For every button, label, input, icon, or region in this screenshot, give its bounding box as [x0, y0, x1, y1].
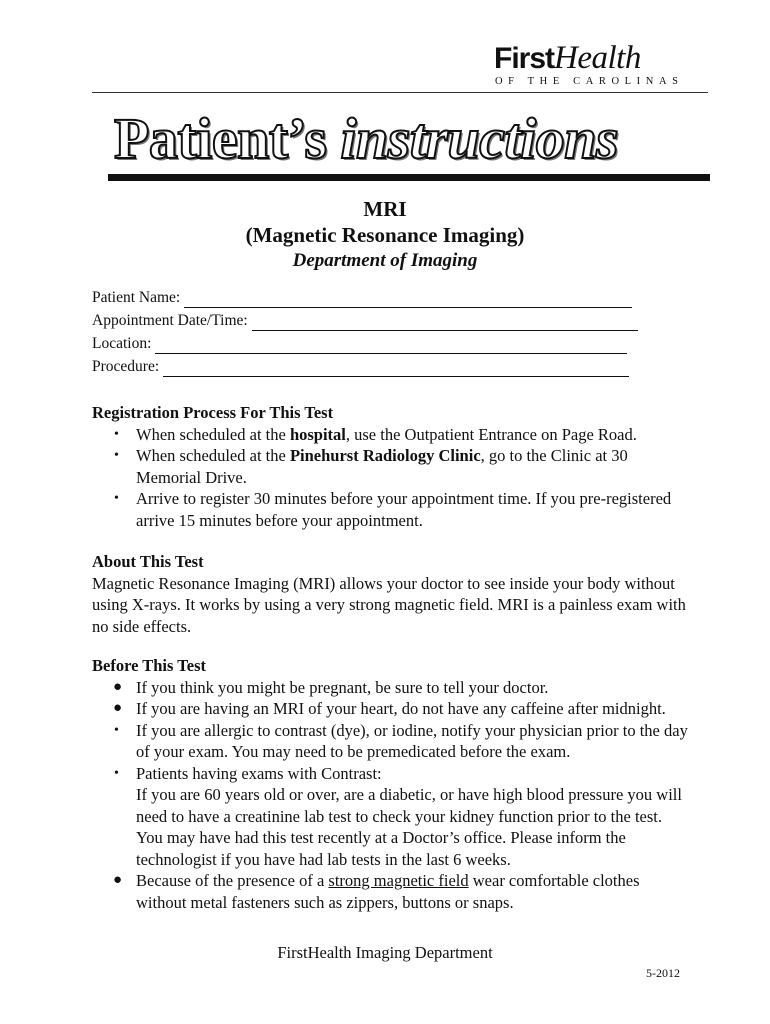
section-about	[92, 551, 692, 637]
before-item-2-text: If you are having an MRI of your heart, do not have any caffeine after midnight.	[136, 699, 666, 718]
before-item-3	[92, 720, 692, 763]
heading-department: Department of Imaging	[292, 250, 478, 271]
before-list	[92, 677, 692, 914]
field-appointment	[92, 311, 638, 331]
title-part-1: Patient’s	[114, 106, 327, 171]
heading-mri: MRI	[363, 197, 407, 221]
registration-item-3	[92, 488, 692, 531]
before-item-1	[92, 677, 692, 699]
registration-item-2-pre: When scheduled at the	[136, 446, 290, 465]
before-item-5-underline: strong magnetic field	[328, 871, 469, 890]
bullet-icon: •	[114, 491, 119, 506]
bullet-icon: ●	[113, 872, 123, 888]
before-item-4-head: Patients having exams with Contrast:	[136, 763, 382, 783]
registration-item-1-bold: hospital	[289, 424, 346, 444]
field-patient-name	[92, 288, 632, 308]
registration-item-2-bold: Pinehurst Radiology Clinic	[289, 446, 481, 465]
page-title	[114, 106, 618, 172]
about-heading: About This Test	[92, 552, 204, 571]
field-location-line	[155, 337, 627, 354]
footer-date-code: 5-2012	[646, 966, 680, 980]
section-before	[92, 655, 692, 913]
footer-department: FirstHealth Imaging Department	[277, 943, 493, 962]
field-patient-name-label: Patient Name:	[92, 289, 181, 306]
title-underline	[108, 174, 710, 181]
bullet-icon: •	[114, 426, 119, 442]
logo-wordmark	[494, 40, 664, 77]
field-appointment-label: Appointment Date/Time:	[92, 312, 248, 329]
field-location	[92, 334, 627, 354]
header-divider	[92, 92, 708, 93]
field-patient-name-line	[184, 291, 632, 308]
logo-health: Health	[554, 40, 641, 76]
logo-subtitle: OF THE CAROLINAS	[495, 76, 684, 87]
before-item-5-post: wear comfortable clothes without metal fasteners such as zippers, buttons or snaps.	[136, 871, 640, 912]
bullet-icon: •	[114, 448, 119, 463]
registration-heading: Registration Process For This Test	[92, 403, 334, 422]
before-heading: Before This Test	[92, 656, 206, 675]
before-item-3-text: If you are allergic to contrast (dye), or iodine, notify your physician prior to the day of your exam. You may need to be premedicated before the exam.	[136, 720, 688, 761]
registration-item-1-post: , use the Outpatient Entrance on Page Road.	[345, 424, 637, 444]
before-item-4	[92, 763, 692, 871]
title-part-2: instructions	[340, 106, 619, 171]
field-procedure-line	[163, 360, 629, 377]
field-procedure-label: Procedure:	[92, 358, 160, 375]
registration-item-2	[92, 445, 692, 488]
before-item-2	[92, 698, 692, 720]
registration-item-1-pre: When scheduled at the	[136, 424, 290, 444]
section-registration	[92, 402, 692, 531]
registration-item-3-text: Arrive to register 30 minutes before your appointment time. If you pre-registered arrive 15 minutes before your appointment.	[136, 489, 672, 530]
registration-item-2-post: , go to the Clinic at 30 Memorial Drive.	[136, 446, 628, 487]
heading-full-name: (Magnetic Resonance Imaging)	[245, 223, 525, 247]
before-item-4-body: If you are 60 years old or over, are a diabetic, or have high blood pressure you will need to have a creatinine lab test to check your kidney function prior to the test. You may have had this test recently at a Doctor’s office. Please inform the technologist if you have had lab tests in the last 6 weeks.	[136, 785, 682, 869]
logo-first: First	[494, 42, 555, 75]
field-location-label: Location:	[92, 335, 152, 352]
registration-item-1	[92, 424, 692, 446]
bullet-icon: ●	[113, 678, 123, 695]
field-appointment-line	[252, 314, 638, 331]
firsthealth-logo	[494, 40, 684, 87]
field-procedure	[92, 357, 629, 377]
bullet-icon: •	[114, 722, 119, 738]
about-text: Magnetic Resonance Imaging (MRI) allows your doctor to see inside your body without using X-rays. It works by using a very strong magnetic field. MRI is a painless exam with no side effects.	[92, 573, 686, 636]
before-item-5-pre: Because of the presence of a	[136, 871, 329, 890]
bullet-icon: •	[114, 765, 119, 781]
before-item-1-text: If you think you might be pregnant, be sure to tell your doctor.	[136, 677, 549, 697]
before-item-5	[92, 870, 692, 913]
registration-list	[92, 424, 692, 532]
bullet-icon: ●	[113, 700, 123, 716]
